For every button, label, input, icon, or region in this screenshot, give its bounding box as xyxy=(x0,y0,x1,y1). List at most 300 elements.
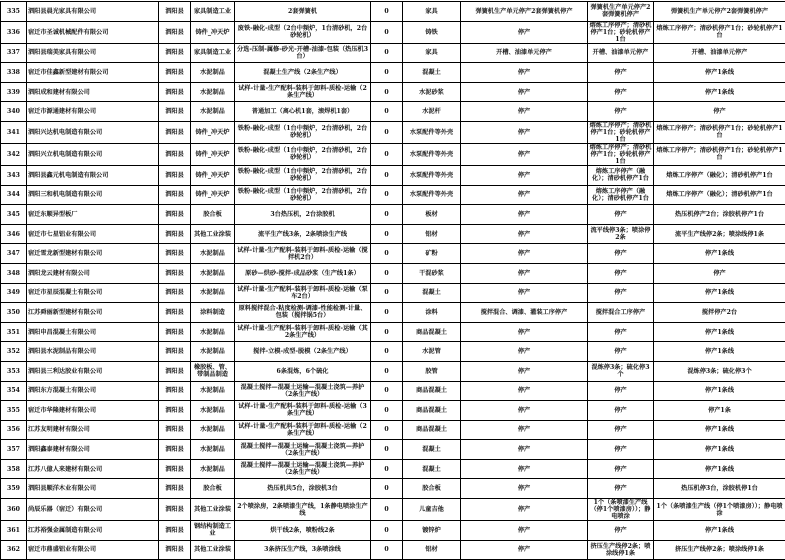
cell-enterprise-name: 泗阳县三利达胶业有限公司 xyxy=(27,361,159,381)
cell-enterprise-name: 宿迁东顺异型板厂 xyxy=(27,205,159,225)
cell-red-alert-measure: 停产 xyxy=(461,440,588,460)
cell-row-number: 360 xyxy=(1,499,27,521)
cell-orange-alert-measure: 停产 xyxy=(588,102,654,122)
cell-yellow-alert-measure: 停产1条线 xyxy=(654,82,785,102)
cell-enterprise-name: 宿迁市鼎盛铝业有限公司 xyxy=(27,540,159,560)
cell-county: 泗阳县 xyxy=(159,43,191,63)
cell-red-alert-measure: 停产 xyxy=(461,205,588,225)
cell-process: 2套弹簧机 xyxy=(235,2,371,22)
cell-yellow-alert-measure: 挤压生产线停2条；喷涂线停1条 xyxy=(654,540,785,560)
cell-yellow-alert-measure: 停产1条 xyxy=(654,401,785,421)
cell-industry: 涂料制造 xyxy=(191,303,235,323)
cell-county: 泗阳县 xyxy=(159,205,191,225)
cell-red-alert-measure: 停产 xyxy=(461,21,588,43)
cell-red-alert-measure: 停产 xyxy=(461,459,588,479)
cell-orange-alert-measure: 停产 xyxy=(588,420,654,440)
cell-enterprise-name: 宿迁市七星铝业有限公司 xyxy=(27,224,159,244)
cell-industry: 水泥制品 xyxy=(191,440,235,460)
cell-orange-alert-measure: 停产 xyxy=(588,283,654,303)
cell-county: 泗阳县 xyxy=(159,479,191,499)
cell-process: 分选-压制-属修-砂光-开槽-油漆-包装（热压机3台） xyxy=(235,43,371,63)
cell-county: 泗阳县 xyxy=(159,361,191,381)
table-row xyxy=(1,143,785,165)
cell-industry: 水泥制品 xyxy=(191,381,235,401)
cell-yellow-alert-measure: 弹簧机生产单元停产2套弹簧机停产 xyxy=(654,2,785,22)
cell-product: 水泵配件等外壳 xyxy=(403,121,461,143)
cell-product: 家具 xyxy=(403,43,461,63)
cell-row-number: 339 xyxy=(1,82,27,102)
cell-process: 烘干线2条，喷粉线2条 xyxy=(235,521,371,541)
cell-process: 试样-计量-生产配料-装料于卸料-质检-运输（2条生产线） xyxy=(235,420,371,440)
cell-enterprise-name: 宿迁雪龙新型建材有限公司 xyxy=(27,244,159,264)
cell-process: 混凝土搅拌—混凝土运输—混凝土浇筑—养护（2条生产线） xyxy=(235,459,371,479)
cell-product: 铸铁 xyxy=(403,21,461,43)
cell-enterprise-name: 宿迁市华隆建材有限公司 xyxy=(27,401,159,421)
cell-process: 铁粉-融化-成型（1台中频炉，2台清砂机，2台砂轮机） xyxy=(235,143,371,165)
cell-enterprise-name: 泗阳县瑞美家具有限公司 xyxy=(27,43,159,63)
cell-county: 泗阳县 xyxy=(159,420,191,440)
cell-enterprise-name: 泗阳东方混凝土有限公司 xyxy=(27,381,159,401)
table-row xyxy=(1,224,785,244)
cell-stop-days: 0 xyxy=(371,521,403,541)
cell-yellow-alert-measure: 停产 xyxy=(654,102,785,122)
cell-enterprise-name: 宿迁市佳鑫新型建材有限公司 xyxy=(27,63,159,83)
cell-row-number: 338 xyxy=(1,63,27,83)
cell-row-number: 337 xyxy=(1,43,27,63)
cell-county: 泗阳县 xyxy=(159,540,191,560)
cell-red-alert-measure: 停产 xyxy=(461,499,588,521)
table-row xyxy=(1,63,785,83)
cell-county: 泗阳县 xyxy=(159,143,191,165)
cell-yellow-alert-measure: 开槽、油漆单元停产 xyxy=(654,43,785,63)
cell-row-number: 345 xyxy=(1,205,27,225)
cell-red-alert-measure: 停产 xyxy=(461,540,588,560)
cell-orange-alert-measure: 熔炼工序停产；清砂机停产1台；砂轮机停产1台 xyxy=(588,121,654,143)
cell-county: 泗阳县 xyxy=(159,244,191,264)
cell-county: 泗阳县 xyxy=(159,2,191,22)
cell-orange-alert-measure: 停产 xyxy=(588,381,654,401)
cell-industry: 水泥制品 xyxy=(191,63,235,83)
cell-product: 家具 xyxy=(403,2,461,22)
cell-red-alert-measure: 停产 xyxy=(461,121,588,143)
cell-red-alert-measure: 弹簧机生产单元停产2套弹簧机停产 xyxy=(461,2,588,22)
cell-orange-alert-measure: 熔炼工序停产（融化）；清砂机停产1台 xyxy=(588,185,654,205)
cell-county: 泗阳县 xyxy=(159,263,191,283)
cell-industry: 铸件_冲天炉 xyxy=(191,21,235,43)
cell-industry: 水泥制品 xyxy=(191,244,235,264)
cell-industry: 水泥制品 xyxy=(191,102,235,122)
cell-red-alert-measure: 停产 xyxy=(461,521,588,541)
table-row xyxy=(1,283,785,303)
cell-row-number: 362 xyxy=(1,540,27,560)
cell-stop-days: 0 xyxy=(371,381,403,401)
cell-yellow-alert-measure: 停产1条线 xyxy=(654,440,785,460)
cell-process: 原料搅拌混合-粘度检测-调漆-性能检测-计量、包装（搅拌锅5台） xyxy=(235,303,371,323)
cell-orange-alert-measure: 停产 xyxy=(588,263,654,283)
cell-product: 镀锌炉 xyxy=(403,521,461,541)
cell-row-number: 336 xyxy=(1,21,27,43)
cell-yellow-alert-measure: 熔炼工序停产；清砂机停产1台；砂轮机停产1台 xyxy=(654,21,785,43)
cell-industry: 水泥制品 xyxy=(191,82,235,102)
cell-enterprise-name: 泗阳三和机电制造有限公司 xyxy=(27,185,159,205)
cell-row-number: 344 xyxy=(1,185,27,205)
cell-stop-days: 0 xyxy=(371,244,403,264)
cell-enterprise-name: 泗阳申昌混凝土有限公司 xyxy=(27,322,159,342)
cell-product: 商品混凝土 xyxy=(403,322,461,342)
cell-process: 6条混炼，6个硫化 xyxy=(235,361,371,381)
cell-industry: 水泥制品 xyxy=(191,263,235,283)
cell-enterprise-name: 江苏友明建材有限公司 xyxy=(27,420,159,440)
cell-enterprise-name: 宿迁市源通建材有限公司 xyxy=(27,102,159,122)
table-row xyxy=(1,322,785,342)
cell-product: 胶合板 xyxy=(403,479,461,499)
cell-orange-alert-measure: 停产 xyxy=(588,401,654,421)
cell-process: 铁粉-融化-成型（1台中频炉，2台清砂机，2台砂轮机） xyxy=(235,121,371,143)
cell-row-number: 343 xyxy=(1,165,27,185)
cell-county: 泗阳县 xyxy=(159,224,191,244)
cell-yellow-alert-measure: 停产1条线 xyxy=(654,342,785,362)
cell-industry: 水泥制品 xyxy=(191,459,235,479)
cell-yellow-alert-measure: 混炼停3条；硫化停3个 xyxy=(654,361,785,381)
cell-county: 泗阳县 xyxy=(159,63,191,83)
cell-enterprise-name: 泗阳兴立机电制造有限公司 xyxy=(27,143,159,165)
cell-county: 泗阳县 xyxy=(159,440,191,460)
cell-process: 试样-计量-生产配料-装料于卸料-质检-运输（其2条生产线） xyxy=(235,322,371,342)
cell-process: 混凝土搅拌—混凝土运输—混凝土浇筑—养护（2条生产线） xyxy=(235,440,371,460)
cell-stop-days: 0 xyxy=(371,102,403,122)
cell-product: 水泥砂浆 xyxy=(403,82,461,102)
cell-red-alert-measure: 搅拌混合、调漆、灌装工序停产 xyxy=(461,303,588,323)
cell-stop-days: 0 xyxy=(371,224,403,244)
cell-industry: 钢结构制造工业 xyxy=(191,521,235,541)
cell-orange-alert-measure: 熔炼工序停产；清砂机停产1台；砂轮机停产1台 xyxy=(588,143,654,165)
table-row xyxy=(1,540,785,560)
cell-orange-alert-measure: 停产 xyxy=(588,63,654,83)
cell-enterprise-name: 泗阳县顺洋木业有限公司 xyxy=(27,479,159,499)
table-row xyxy=(1,420,785,440)
cell-row-number: 346 xyxy=(1,224,27,244)
cell-county: 泗阳县 xyxy=(159,521,191,541)
cell-enterprise-name: 泗阳兴达机电制造有限公司 xyxy=(27,121,159,143)
cell-stop-days: 0 xyxy=(371,165,403,185)
cell-stop-days: 0 xyxy=(371,420,403,440)
cell-product: 水泵配件等外壳 xyxy=(403,165,461,185)
cell-product: 铝材 xyxy=(403,540,461,560)
cell-industry: 家具制造工业 xyxy=(191,2,235,22)
cell-yellow-alert-measure: 流平生产线停2条；喷涂线停1条 xyxy=(654,224,785,244)
cell-red-alert-measure: 停产 xyxy=(461,381,588,401)
table-row xyxy=(1,479,785,499)
cell-stop-days: 0 xyxy=(371,121,403,143)
cell-row-number: 351 xyxy=(1,322,27,342)
cell-county: 泗阳县 xyxy=(159,401,191,421)
cell-industry: 胶合板 xyxy=(191,479,235,499)
cell-industry: 其他工业涂装 xyxy=(191,540,235,560)
cell-stop-days: 0 xyxy=(371,63,403,83)
cell-orange-alert-measure: 停产 xyxy=(588,342,654,362)
cell-orange-alert-measure: 停产 xyxy=(588,82,654,102)
cell-yellow-alert-measure: 停产1条线 xyxy=(654,283,785,303)
table-row xyxy=(1,121,785,143)
cell-industry: 其他工业涂装 xyxy=(191,499,235,521)
cell-product: 涂料 xyxy=(403,303,461,323)
cell-yellow-alert-measure: 停产1条线 xyxy=(654,381,785,401)
cell-industry: 水泥制品 xyxy=(191,283,235,303)
cell-yellow-alert-measure: 热压机停产2台；涂胶机停产1台 xyxy=(654,205,785,225)
cell-orange-alert-measure: 停产 xyxy=(588,322,654,342)
cell-process: 流平生产线3条，2条喷涂生产线 xyxy=(235,224,371,244)
cell-red-alert-measure: 停产 xyxy=(461,420,588,440)
cell-enterprise-name: 泗阳县晨光家具有限公司 xyxy=(27,2,159,22)
table-row xyxy=(1,459,785,479)
cell-industry: 橡胶板、管、带制品制造 xyxy=(191,361,235,381)
cell-county: 泗阳县 xyxy=(159,102,191,122)
cell-row-number: 342 xyxy=(1,143,27,165)
cell-stop-days: 0 xyxy=(371,499,403,521)
cell-process: 3台热压机，2台涂胶机 xyxy=(235,205,371,225)
cell-orange-alert-measure: 停产 xyxy=(588,521,654,541)
cell-red-alert-measure: 停产 xyxy=(461,342,588,362)
cell-red-alert-measure: 停产 xyxy=(461,244,588,264)
cell-product: 混凝土 xyxy=(403,63,461,83)
cell-industry: 家具制造工业 xyxy=(191,43,235,63)
cell-orange-alert-measure: 流平线停3条；喷涂停2条 xyxy=(588,224,654,244)
cell-row-number: 355 xyxy=(1,401,27,421)
cell-process: 试样-计量-生产配料-装料于卸料-质检-运输（2条生产线） xyxy=(235,82,371,102)
cell-process: 铁粉-融化-成型（1台中频炉，2台清砂机，2台砂轮机） xyxy=(235,185,371,205)
cell-orange-alert-measure: 混炼停3条；硫化停3个 xyxy=(588,361,654,381)
table-row xyxy=(1,185,785,205)
cell-row-number: 341 xyxy=(1,121,27,143)
table-row xyxy=(1,440,785,460)
cell-product: 混凝土 xyxy=(403,440,461,460)
cell-county: 泗阳县 xyxy=(159,342,191,362)
cell-orange-alert-measure: 停产 xyxy=(588,205,654,225)
cell-red-alert-measure: 停产 xyxy=(461,185,588,205)
cell-industry: 其他工业涂装 xyxy=(191,224,235,244)
cell-row-number: 350 xyxy=(1,303,27,323)
cell-product: 矿粉 xyxy=(403,244,461,264)
cell-yellow-alert-measure: 1个（条喷漆生产线（停1个喷漆房））；静电喷涂 xyxy=(654,499,785,521)
cell-yellow-alert-measure: 停产1条线 xyxy=(654,244,785,264)
cell-enterprise-name: 泗阳县水泥制品有限公司 xyxy=(27,342,159,362)
cell-enterprise-name: 泗阳成和建材有限公司 xyxy=(27,82,159,102)
cell-stop-days: 0 xyxy=(371,459,403,479)
cell-row-number: 361 xyxy=(1,521,27,541)
cell-orange-alert-measure: 挤压生产线停2条；喷涂线停1条 xyxy=(588,540,654,560)
cell-process: 3条挤压生产线，3条喷涂线 xyxy=(235,540,371,560)
cell-stop-days: 0 xyxy=(371,361,403,381)
cell-process: 废铁-融化-成型（2台中频炉，1台清砂机，2台砂轮机） xyxy=(235,21,371,43)
cell-stop-days: 0 xyxy=(371,263,403,283)
cell-red-alert-measure: 停产 xyxy=(461,263,588,283)
cell-orange-alert-measure: 熔炼工序停产（融化）；清砂机停产1台 xyxy=(588,165,654,185)
cell-row-number: 340 xyxy=(1,102,27,122)
cell-stop-days: 0 xyxy=(371,43,403,63)
cell-orange-alert-measure: 1个（条喷漆生产线（停1个喷漆房））；静电喷涂 xyxy=(588,499,654,521)
cell-stop-days: 0 xyxy=(371,401,403,421)
cell-red-alert-measure: 停产 xyxy=(461,102,588,122)
table-row xyxy=(1,2,785,22)
cell-red-alert-measure: 停产 xyxy=(461,224,588,244)
cell-red-alert-measure: 停产 xyxy=(461,361,588,381)
cell-county: 泗阳县 xyxy=(159,82,191,102)
cell-enterprise-name: 宿迁市星辰混凝土有限公司 xyxy=(27,283,159,303)
table-row xyxy=(1,263,785,283)
cell-product: 水泵配件等外壳 xyxy=(403,143,461,165)
cell-stop-days: 0 xyxy=(371,2,403,22)
enterprise-table-sheet xyxy=(0,1,785,560)
table-row xyxy=(1,43,785,63)
cell-red-alert-measure: 停产 xyxy=(461,283,588,303)
cell-stop-days: 0 xyxy=(371,21,403,43)
cell-county: 泗阳县 xyxy=(159,322,191,342)
cell-yellow-alert-measure: 停产1条线 xyxy=(654,521,785,541)
table-row xyxy=(1,205,785,225)
cell-row-number: 356 xyxy=(1,420,27,440)
cell-product: 水泵配件等外壳 xyxy=(403,185,461,205)
cell-product: 商品混凝土 xyxy=(403,420,461,440)
table-row xyxy=(1,381,785,401)
cell-row-number: 359 xyxy=(1,479,27,499)
cell-product: 板材 xyxy=(403,205,461,225)
cell-red-alert-measure: 停产 xyxy=(461,479,588,499)
cell-product: 铝材 xyxy=(403,224,461,244)
cell-yellow-alert-measure: 停产1条线 xyxy=(654,459,785,479)
cell-row-number: 347 xyxy=(1,244,27,264)
cell-row-number: 348 xyxy=(1,263,27,283)
cell-red-alert-measure: 停产 xyxy=(461,82,588,102)
cell-process: 普通加工（离心机1套，滚焊机1套） xyxy=(235,102,371,122)
cell-enterprise-name: 江苏舜丽新型建材有限公司 xyxy=(27,303,159,323)
cell-stop-days: 0 xyxy=(371,303,403,323)
cell-process: 混凝土搅拌—混凝土运输—混凝土浇筑—养护（2条生产线） xyxy=(235,381,371,401)
enterprise-table xyxy=(0,1,785,560)
cell-yellow-alert-measure: 停产 xyxy=(654,263,785,283)
cell-enterprise-name: 泗阳龙云建材有限公司 xyxy=(27,263,159,283)
cell-stop-days: 0 xyxy=(371,283,403,303)
cell-yellow-alert-measure: 停产1条线 xyxy=(654,420,785,440)
cell-product: 混凝土 xyxy=(403,283,461,303)
cell-product: 商品混凝土 xyxy=(403,401,461,421)
cell-red-alert-measure: 停产 xyxy=(461,322,588,342)
cell-industry: 水泥制品 xyxy=(191,401,235,421)
table-row xyxy=(1,361,785,381)
cell-red-alert-measure: 停产 xyxy=(461,165,588,185)
cell-orange-alert-measure: 停产 xyxy=(588,459,654,479)
table-row xyxy=(1,401,785,421)
cell-process: 热压机共5台，涂胶机3台 xyxy=(235,479,371,499)
table-row xyxy=(1,499,785,521)
cell-stop-days: 0 xyxy=(371,322,403,342)
cell-process: 试样-计量-生产配料-装料于卸料-质检-运输（泵车2台） xyxy=(235,283,371,303)
table-row xyxy=(1,82,785,102)
table-body xyxy=(1,2,785,560)
cell-orange-alert-measure: 熔炼工序停产；清砂机停产1台；砂轮机停产1台 xyxy=(588,21,654,43)
cell-yellow-alert-measure: 搅拌停产2台 xyxy=(654,303,785,323)
cell-red-alert-measure: 开槽、油漆单元停产 xyxy=(461,43,588,63)
cell-yellow-alert-measure: 热压机停3台，涂胶机停1台 xyxy=(654,479,785,499)
cell-stop-days: 0 xyxy=(371,479,403,499)
cell-enterprise-name: 尚辰乐器（宿迁）有限公司 xyxy=(27,499,159,521)
cell-industry: 铸件_冲天炉 xyxy=(191,185,235,205)
cell-product: 商品混凝土 xyxy=(403,381,461,401)
cell-row-number: 349 xyxy=(1,283,27,303)
cell-stop-days: 0 xyxy=(371,82,403,102)
cell-process: 搅拌-立模-成型-脱模（2条生产线） xyxy=(235,342,371,362)
cell-red-alert-measure: 停产 xyxy=(461,63,588,83)
cell-county: 泗阳县 xyxy=(159,303,191,323)
cell-industry: 铸件_冲天炉 xyxy=(191,121,235,143)
cell-product: 混凝土 xyxy=(403,459,461,479)
table-row xyxy=(1,21,785,43)
cell-product: 干混砂浆 xyxy=(403,263,461,283)
table-row xyxy=(1,342,785,362)
cell-county: 泗阳县 xyxy=(159,499,191,521)
cell-orange-alert-measure: 开槽、油漆单元停产 xyxy=(588,43,654,63)
cell-red-alert-measure: 停产 xyxy=(461,143,588,165)
table-row xyxy=(1,303,785,323)
cell-stop-days: 0 xyxy=(371,342,403,362)
cell-row-number: 357 xyxy=(1,440,27,460)
cell-row-number: 358 xyxy=(1,459,27,479)
cell-orange-alert-measure: 停产 xyxy=(588,479,654,499)
cell-orange-alert-measure: 停产 xyxy=(588,440,654,460)
cell-orange-alert-measure: 停产 xyxy=(588,244,654,264)
cell-industry: 水泥制品 xyxy=(191,342,235,362)
cell-stop-days: 0 xyxy=(371,540,403,560)
cell-product: 儿童吉他 xyxy=(403,499,461,521)
cell-enterprise-name: 泗阳鑫泰建材有限公司 xyxy=(27,440,159,460)
cell-process: 试样-计量-生产配料-装料于卸料-质检-运输（3条生产线） xyxy=(235,401,371,421)
cell-industry: 铸件_冲天炉 xyxy=(191,165,235,185)
cell-yellow-alert-measure: 停产1条线 xyxy=(654,322,785,342)
cell-product: 胶管 xyxy=(403,361,461,381)
cell-county: 泗阳县 xyxy=(159,21,191,43)
cell-yellow-alert-measure: 熔炼工序停产（融化）；清砂机停产1台 xyxy=(654,185,785,205)
cell-product: 水泥管 xyxy=(403,342,461,362)
cell-enterprise-name: 泗阳县鑫元机电制造有限公司 xyxy=(27,165,159,185)
cell-process: 2个喷涂房，2条喷漆生产线，1条静电喷涂生产线 xyxy=(235,499,371,521)
cell-process: 原砂—烘砂-搅拌-成品砂浆（生产线1条） xyxy=(235,263,371,283)
cell-product: 水泥杆 xyxy=(403,102,461,122)
cell-enterprise-name: 江苏八億人来建材有限公司 xyxy=(27,459,159,479)
cell-orange-alert-measure: 搅拌混合工序停产 xyxy=(588,303,654,323)
cell-process: 混凝土生产线（2条生产线） xyxy=(235,63,371,83)
cell-stop-days: 0 xyxy=(371,185,403,205)
cell-yellow-alert-measure: 熔炼工序停产；清砂机停产1台；砂轮机停产1台 xyxy=(654,121,785,143)
cell-stop-days: 0 xyxy=(371,440,403,460)
table-row xyxy=(1,165,785,185)
cell-process: 铁粉-融化-成型（1台中频炉，2台清砂机，2台砂轮机） xyxy=(235,165,371,185)
cell-row-number: 335 xyxy=(1,2,27,22)
cell-enterprise-name: 江苏裕强金属制造有限公司 xyxy=(27,521,159,541)
table-row xyxy=(1,244,785,264)
cell-county: 泗阳县 xyxy=(159,381,191,401)
cell-county: 泗阳县 xyxy=(159,165,191,185)
cell-row-number: 352 xyxy=(1,342,27,362)
cell-industry: 胶合板 xyxy=(191,205,235,225)
cell-yellow-alert-measure: 停产1条线 xyxy=(654,63,785,83)
cell-yellow-alert-measure: 熔炼工序停产（融化）；清砂机停产1台 xyxy=(654,165,785,185)
cell-industry: 水泥制品 xyxy=(191,322,235,342)
cell-orange-alert-measure: 弹簧机生产单元停产2套弹簧机停产 xyxy=(588,2,654,22)
table-row xyxy=(1,102,785,122)
cell-industry: 铸件_冲天炉 xyxy=(191,143,235,165)
cell-row-number: 354 xyxy=(1,381,27,401)
cell-industry: 水泥制品 xyxy=(191,420,235,440)
cell-county: 泗阳县 xyxy=(159,185,191,205)
